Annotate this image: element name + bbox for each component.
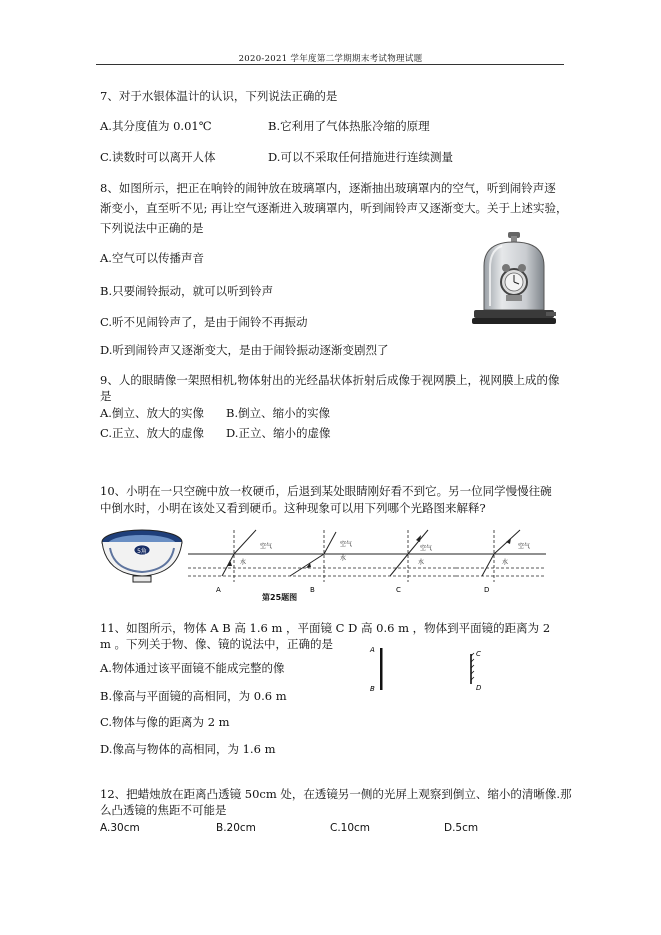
light-path-diagram-c: [366, 526, 460, 596]
diagram-b-water-label: 水: [340, 555, 347, 562]
q8-option-c: C.听不见闹铃声了，是由于闹铃不再振动: [100, 315, 308, 329]
diagram-c-label: C: [396, 586, 401, 594]
q7-stem: 7、对于水银体温计的认识，下列说法正确的是: [100, 89, 338, 103]
q9-stem-line2: 是: [100, 389, 112, 403]
q10-figure-caption: 第25题图: [262, 593, 298, 602]
diagram-b-label: B: [310, 586, 315, 594]
q8-option-b: B.只要闹铃振动，就可以听到铃声: [100, 284, 274, 298]
diagram-c-air-label: 空气: [420, 545, 433, 552]
light-path-diagram-b: [276, 526, 370, 596]
point-d-label: D: [476, 684, 482, 692]
q8-stem-line1: 8、如图所示，把正在响铃的闹钟放在玻璃罩内，逐渐抽出玻璃罩内的空气，听到闹铃声逐: [100, 181, 556, 195]
q9-option-d: D.正立、缩小的虚像: [226, 426, 331, 440]
point-b-label: B: [370, 685, 375, 693]
diagram-a-label: A: [216, 586, 221, 594]
q9-option-a: A.倒立、放大的实像: [100, 406, 204, 420]
light-path-diagram-d: [454, 526, 548, 596]
q8-stem-line3: 下列说法中正确的是: [100, 221, 204, 235]
q8-option-a: A.空气可以传播声音: [100, 251, 204, 265]
header-rule: [96, 64, 564, 65]
bell-jar-figure: [470, 230, 558, 330]
bowl-figure: [100, 526, 184, 592]
q12-option-b: B.20cm: [216, 822, 256, 834]
q11-option-c: C.物体与像的距离为 2 m: [100, 715, 230, 729]
q7-option-b: B.它利用了气体热胀冷缩的原理: [268, 119, 430, 133]
q8-option-d: D.听到闹铃声又逐渐变大，是由于闹铃振动逐渐变剧烈了: [100, 343, 389, 357]
q10-stem-line1: 10、小明在一只空碗中放一枚硬币，后退到某处眼睛刚好看不到它。另一位同学慢慢往碗: [100, 484, 552, 498]
diagram-d-label: D: [484, 586, 490, 594]
point-c-label: C: [476, 650, 481, 658]
diagram-b-air-label: 空气: [340, 541, 353, 548]
q10-stem-line2: 中倒水时，小明在该处又看到硬币。这种现象可以用下列哪个光路图来解释?: [100, 501, 486, 515]
diagram-c-water-label: 水: [418, 559, 425, 566]
q12-stem-line1: 12、把蜡烛放在距离凸透镜 50cm 处，在透镜另一侧的光屏上观察到倒立、缩小的清晰像.那: [100, 787, 572, 801]
diagram-a-air-label: 空气: [260, 543, 273, 550]
q11-stem-line1: 11、如图所示，物体 A B 高 1.6 m ，平面镜 C D 高 0.6 m ，物体到平面镜的距离为 2: [100, 621, 551, 635]
diagram-a-water-label: 水: [240, 559, 247, 566]
coin-label: 5角: [137, 548, 147, 555]
q9-option-b: B.倒立、缩小的实像: [226, 406, 331, 420]
point-a-label: A: [370, 646, 375, 654]
q12-option-c: C.10cm: [330, 822, 371, 834]
q7-option-c: C.读数时可以离开人体: [100, 150, 216, 164]
q7-option-a: A.其分度值为 0.01℃: [100, 119, 212, 133]
q11-stem-line2: m 。下列关于物、像、镜的说法中，正确的是: [100, 637, 334, 651]
q11-option-b: B.像高与平面镜的高相同，为 0.6 m: [100, 689, 287, 703]
light-path-diagram-a: [186, 526, 280, 596]
q11-option-d: D.像高与物体的高相同，为 1.6 m: [100, 742, 276, 756]
q9-stem-line1: 9、人的眼睛像一架照相机,物体射出的光经晶状体折射后成像于视网膜上，视网膜上成的像: [100, 373, 560, 387]
q8-stem-line2: 渐变小，直至听不见; 再让空气逐渐进入玻璃罩内，听到闹铃声又逐渐变大。关于上述实验，: [100, 201, 568, 215]
q12-option-a: A.30cm: [100, 822, 140, 834]
object-mirror-figure: [368, 640, 498, 700]
q9-option-c: C.正立、放大的虚像: [100, 426, 205, 440]
q12-option-d: D.5cm: [444, 822, 479, 834]
q11-option-a: A.物体通过该平面镜不能成完整的像: [100, 661, 285, 675]
diagram-d-water-label: 水: [502, 559, 509, 566]
page-header: 2020-2021 学年度第二学期期末考试物理试题: [238, 54, 423, 64]
diagram-d-air-label: 空气: [518, 543, 531, 550]
q7-option-d: D.可以不采取任何措施进行连续测量: [268, 150, 453, 164]
q12-stem-line2: 么凸透镜的焦距不可能是: [100, 803, 227, 817]
